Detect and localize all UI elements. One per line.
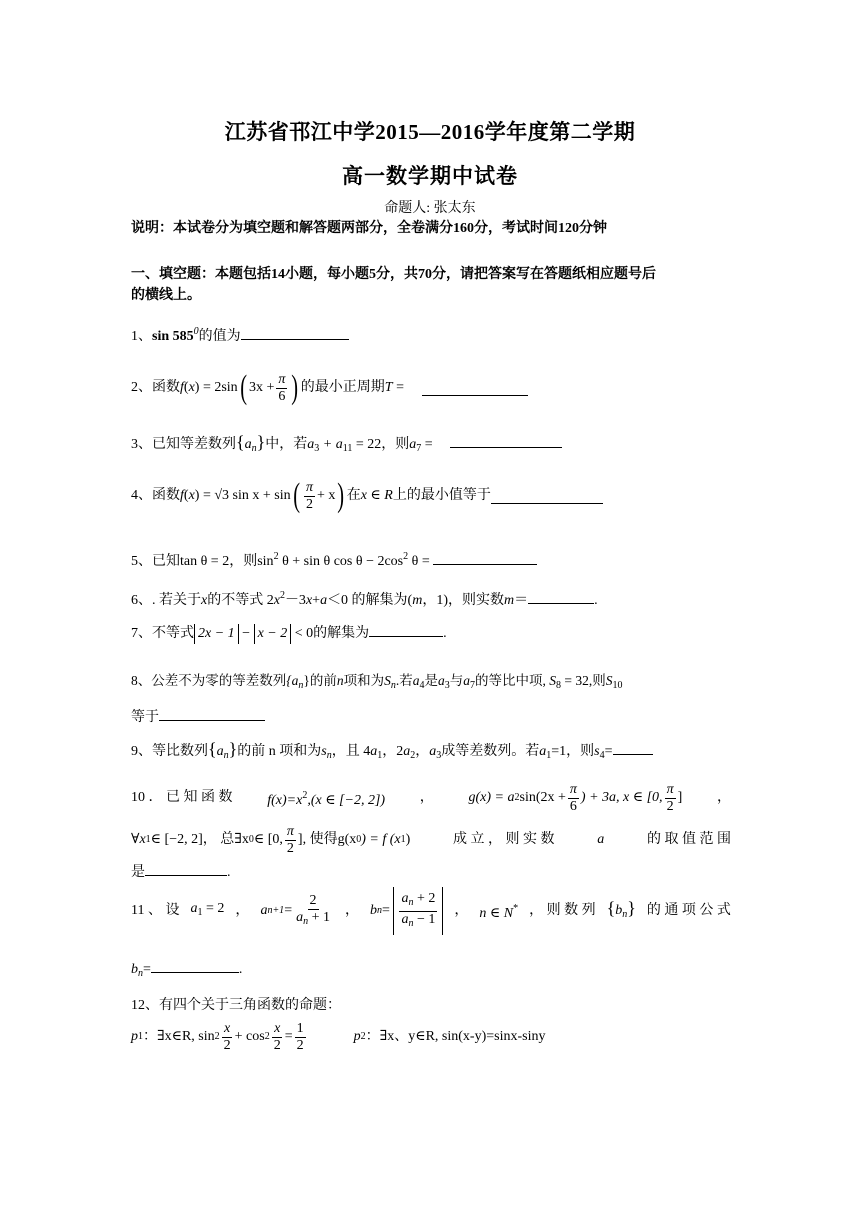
q7-number: 7、不等式 [131, 626, 194, 641]
q11-answer-blank[interactable] [151, 958, 239, 973]
question-12-p2: ：∃x、y∈R, sin(x-y)=sinx-siny [365, 1029, 546, 1044]
q1-degree: 0 [193, 326, 199, 337]
q10-number: 10 ． 已 知 函 数 [131, 790, 233, 805]
q2-number: 2、函数 [131, 380, 180, 395]
question-1 [131, 322, 731, 347]
q9-answer-blank[interactable] [613, 740, 653, 755]
q4-fraction: $\frac{\pi}{2}$ [305, 479, 313, 512]
q2-fraction: $\frac{\pi}{6}$ [278, 371, 286, 404]
q2-text: 的最小正周期 [300, 380, 385, 395]
q2-answer-blank[interactable] [422, 381, 528, 396]
q10-answer-blank[interactable] [145, 861, 227, 876]
question-5: 5、已知tan θ = 2，则$\sin^2 \theta + \sin \theta$ $\cos \theta - 2\cos^2$ θ = [131, 547, 731, 572]
question-9: 9、等比数列$\{a_n\}$的前 n 项和为$s_n$，且 $4a_1$，$2a_2$，$a_3$成等差数列。若$a_1=1$，则$s_4=$ [131, 739, 731, 766]
exam-subtitle: 高一数学期中试卷 [342, 164, 518, 188]
q4-number: 4、函数 [131, 488, 180, 503]
q4-answer-blank[interactable] [491, 489, 603, 504]
question-3: 3、已知等差数列$\{a_n\}$中，若$a_3 + a_{11} = 22$，则$a_7$ = [131, 432, 731, 459]
section-heading-line1: 一、填空题：本题包括14小题，每小题5分，共70分，请把答案写在答题纸相应题号后 [131, 267, 656, 282]
q3-number: 3、已知等差数列 [131, 437, 236, 452]
q11-number: 11 、 设 [131, 903, 180, 918]
q4-expression: = √3 sin x + sin [202, 488, 291, 503]
question-4: 4、函数 f ( x ) = √3 sin x + sin ( $\frac{\pi}{2}$ + x ) 在 x ∈ R 上的最小值等于 [131, 475, 731, 517]
exam-note: 说明：本试卷分为填空题和解答题两部分，全卷满分160分，考试时间120分钟 [131, 221, 607, 236]
q2-inner: 3x + [249, 380, 275, 395]
question-8: 8、公差不为零的等差数列$\{a_n\}$的前n项和为$S_n$.若$a_4$是$a_3$与$a_7$的等比中项, $S_8 = 32$,则$S_{10}$ [131, 673, 623, 691]
q2-equals-sin: = 2sin [202, 380, 238, 395]
q5-answer-blank[interactable] [433, 550, 537, 565]
q2-function-f: f [180, 380, 184, 395]
exam-author: 命题人: 张太东 [384, 201, 476, 216]
question-12-intro: 12、有四个关于三角函数的命题： [131, 998, 341, 1013]
question-6: 6、. 若关于x的不等式 $2x^2-3x+a<0$ 的解集为(m，1)，则实数m＝ . [131, 590, 598, 608]
question-7: 7、不等式 2x − 1 − x − 2 < 0的解集为 . [131, 622, 731, 644]
question-12-p2-label: p [353, 1029, 361, 1044]
question-8-line2: 等于 [131, 706, 731, 728]
question-11: 11 、 设 $a_1 = 2$ ， a n+1 = $\frac{2}{a_n + 1}$ ， b n = $\frac{a_n + 2}{a_n - 1}$ ， n ∈ N* ， 则 数 列 $\{b_n\}$ 的 通 项 公 式 [131, 884, 731, 938]
q6-answer-blank[interactable] [528, 589, 594, 604]
question-10-line2: ∀x 1 ∈ [−2, 2] ， 总∃x 0 ∈ [0, $\frac{\pi}{2}$ ], 使得g(x 0 ) = f (x 1 ) 成 立 ， 则 实 数 a 的 取 值 范 围 [131, 823, 731, 856]
exam-title: 江苏省邗江中学2015—2016学年度第二学期 [224, 120, 636, 144]
q3-answer-blank[interactable] [450, 433, 562, 448]
question-11-line2: $b_n=$ . [131, 958, 731, 984]
question-10-line3: 是 . [131, 861, 731, 883]
q8-answer-blank[interactable] [159, 706, 265, 721]
q7-answer-blank[interactable] [369, 622, 443, 637]
q5-number: 5、已知 [131, 554, 180, 569]
question-10: 10 ． 已 知 函 数 $f(x)=x^2,(x$ ∈ [−2, 2]) ， g(x) = a 2 sin(2x + $\frac{\pi}{6}$ ) + 3a, x ∈ [0, $\frac{\pi}{2}$ ] ， [131, 781, 731, 814]
question-2: 2、函数 f ( x ) = 2sin ( 3x + $\frac{\pi}{6}$ ) 的最小正周期 T = [131, 368, 731, 408]
q1-number: 1、 [131, 329, 152, 344]
q2-var-x: x [188, 380, 195, 395]
q1-text: 的值为 [198, 329, 241, 344]
q1-expression: sin 585 [152, 329, 194, 344]
question-12-p1: p 1 ：∃x∈R, sin 2 $\frac{x}{2}$ + cos 2 $\frac{x}{2}$ = $\frac{1}{2}$ p 2 ：∃x、y∈R, sin(x-y)=sinx-siny [131, 1020, 546, 1053]
section-heading-line2: 的横线上。 [131, 288, 201, 303]
q1-answer-blank[interactable] [241, 325, 349, 340]
